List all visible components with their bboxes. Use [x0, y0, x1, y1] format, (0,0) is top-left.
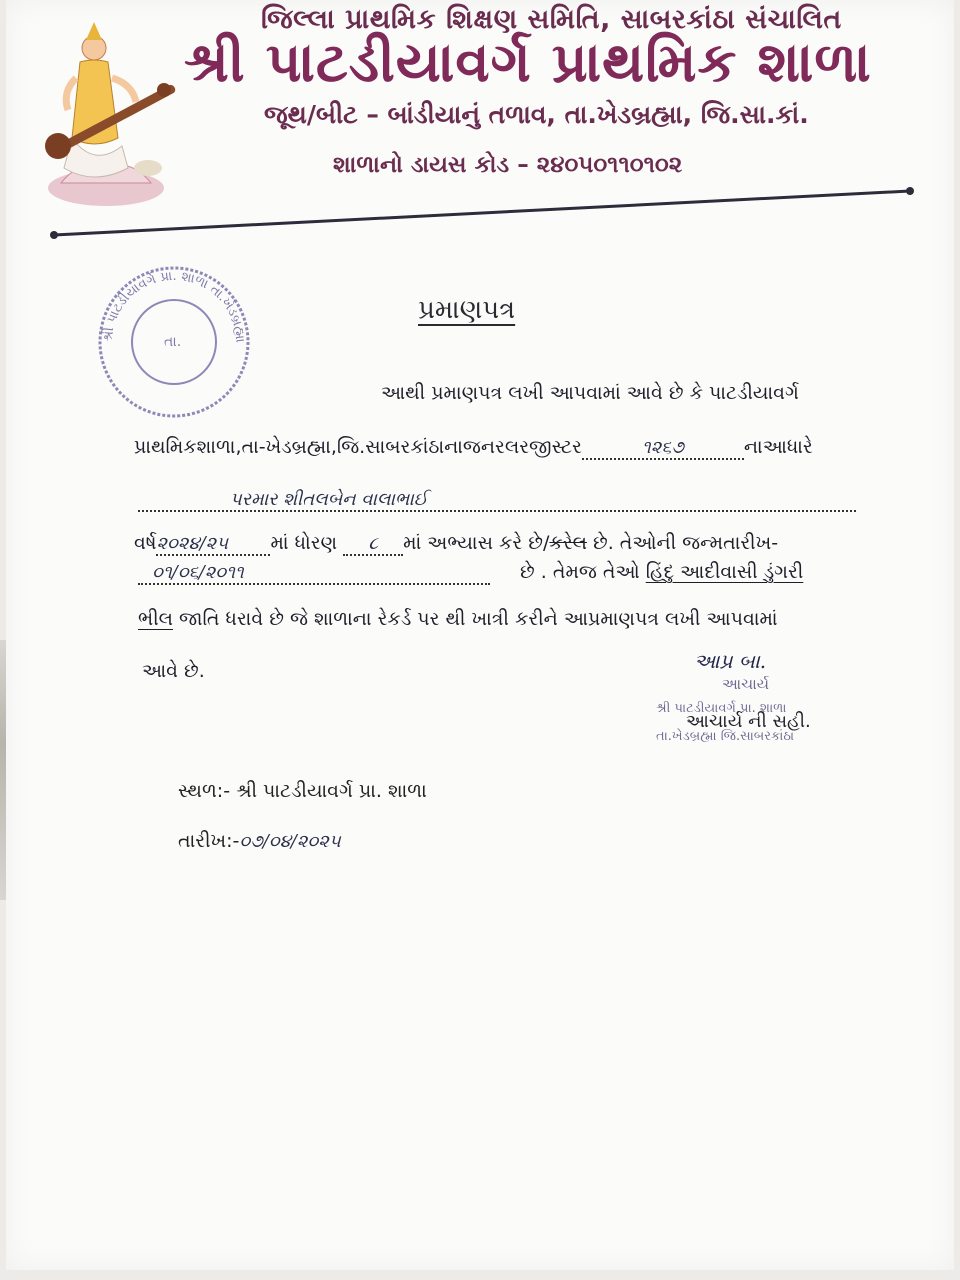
- scan-edge: [0, 640, 6, 900]
- student-name: પરમાર શીતલબેન વાલાભાઈ: [230, 489, 428, 510]
- caste-suffix: જાતિ ધરાવે છે જે શાળાના રેકર્ડ પર થી ખાત્રી કરીને આપ્રમાણપત્ર લખી આપવામાં: [179, 608, 778, 630]
- signature-scribble: આપ્ર બા.: [694, 649, 767, 673]
- dise-code: શાળાનો ડાયસ કોડ – ૨૪૦૫૦૧૧૦૧૦૨: [333, 152, 683, 178]
- study-tail: છે. તેઓની જન્મતારીખ-: [586, 532, 779, 554]
- school-name: શ્રી પાટડીયાવર્ગ પ્રાથમિક શાળા: [184, 30, 872, 94]
- saraswati-logo-icon: [36, 18, 176, 208]
- stamp-center-date: તા.: [164, 334, 182, 350]
- certificate-page: [6, 0, 954, 1270]
- header-divider: [50, 187, 914, 239]
- stamp-ring-text: શ્રી પાટડીયાવર્ગ પ્રા. શાળા તા.ખેડબ્રહ્મા: [100, 268, 248, 344]
- round-school-stamp: [94, 262, 254, 422]
- register-suffix: નાઆધારે: [743, 436, 813, 458]
- body-line-3: [138, 488, 856, 512]
- certificate-title: પ્રમાણપત્ર: [418, 295, 516, 325]
- footer-date-value: ૦૭/૦૪/૨૦૨૫: [239, 831, 341, 852]
- principal-signature-block: [646, 645, 866, 755]
- body-line-5: [138, 561, 803, 585]
- register-prefix: પ્રાથમિકશાળા,તા-ખેડબ્રહ્મા,જિ.સાબરકાંઠાનાજનરલરજીસ્ટર: [134, 436, 582, 458]
- body-closing: આવે છે.: [142, 660, 205, 682]
- caste-religion: હિંદુ આદીવાસી ડુંગરી: [645, 561, 804, 583]
- study-strike: કરેલ: [549, 532, 587, 554]
- footer-place: સ્થળ:- શ્રી પાટડીયાવર્ગ પ્રા. શાળા: [178, 780, 427, 802]
- caste-prefix: છે . તેમજ તેઓ: [520, 561, 640, 583]
- stamp-school-line: શ્રી પાટડીયાવર્ગ પ્રા. શાળા: [656, 701, 787, 716]
- study-text: માં અભ્યાસ કરે છે/: [403, 532, 550, 554]
- body-line-1: આથી પ્રમાણપત્ર લખી આપવામાં આવે છે કે પાટડીયાવર્ગ: [381, 382, 799, 404]
- caste-name: ભીલ: [138, 608, 173, 630]
- date-of-birth: ૦૧/૦૬/૨૦૧૧: [152, 562, 244, 583]
- school-address: જૂથ/બીટ – બાંડીયાનું તળાવ, તા.ખેડબ્રહ્મા, જિ.સા.કાં.: [264, 100, 809, 129]
- academic-year: ૨૦૨૪/૨૫: [156, 533, 229, 554]
- body-line-2: [134, 436, 813, 460]
- footer-date: [178, 830, 341, 852]
- std-prefix: માં ધોરણ: [270, 532, 338, 554]
- svg-text:શ્રી પાટડીયાવર્ગ પ્રા. શાળા તા: [100, 269, 248, 344]
- signature-label: આચાર્ય ની સહી.: [686, 711, 811, 732]
- year-prefix: વર્ષ: [134, 532, 157, 554]
- stamp-designation: આચાર્ય: [722, 675, 770, 693]
- standard: ૮: [368, 533, 379, 554]
- stamp-taluka-line: તા.ખેડબ્રહ્મા જિ.સાબરકાંઠા: [656, 729, 795, 744]
- register-number: ૧૨૬૭: [641, 437, 684, 458]
- samiti-heading: જિલ્લા પ્રાથમિક શિક્ષણ સમિતિ, સાબરકાંઠા સંચાલિત: [261, 4, 842, 35]
- footer-date-label: તારીખ:-: [178, 830, 240, 852]
- body-line-4: [134, 532, 778, 556]
- body-line-6: [138, 608, 778, 630]
